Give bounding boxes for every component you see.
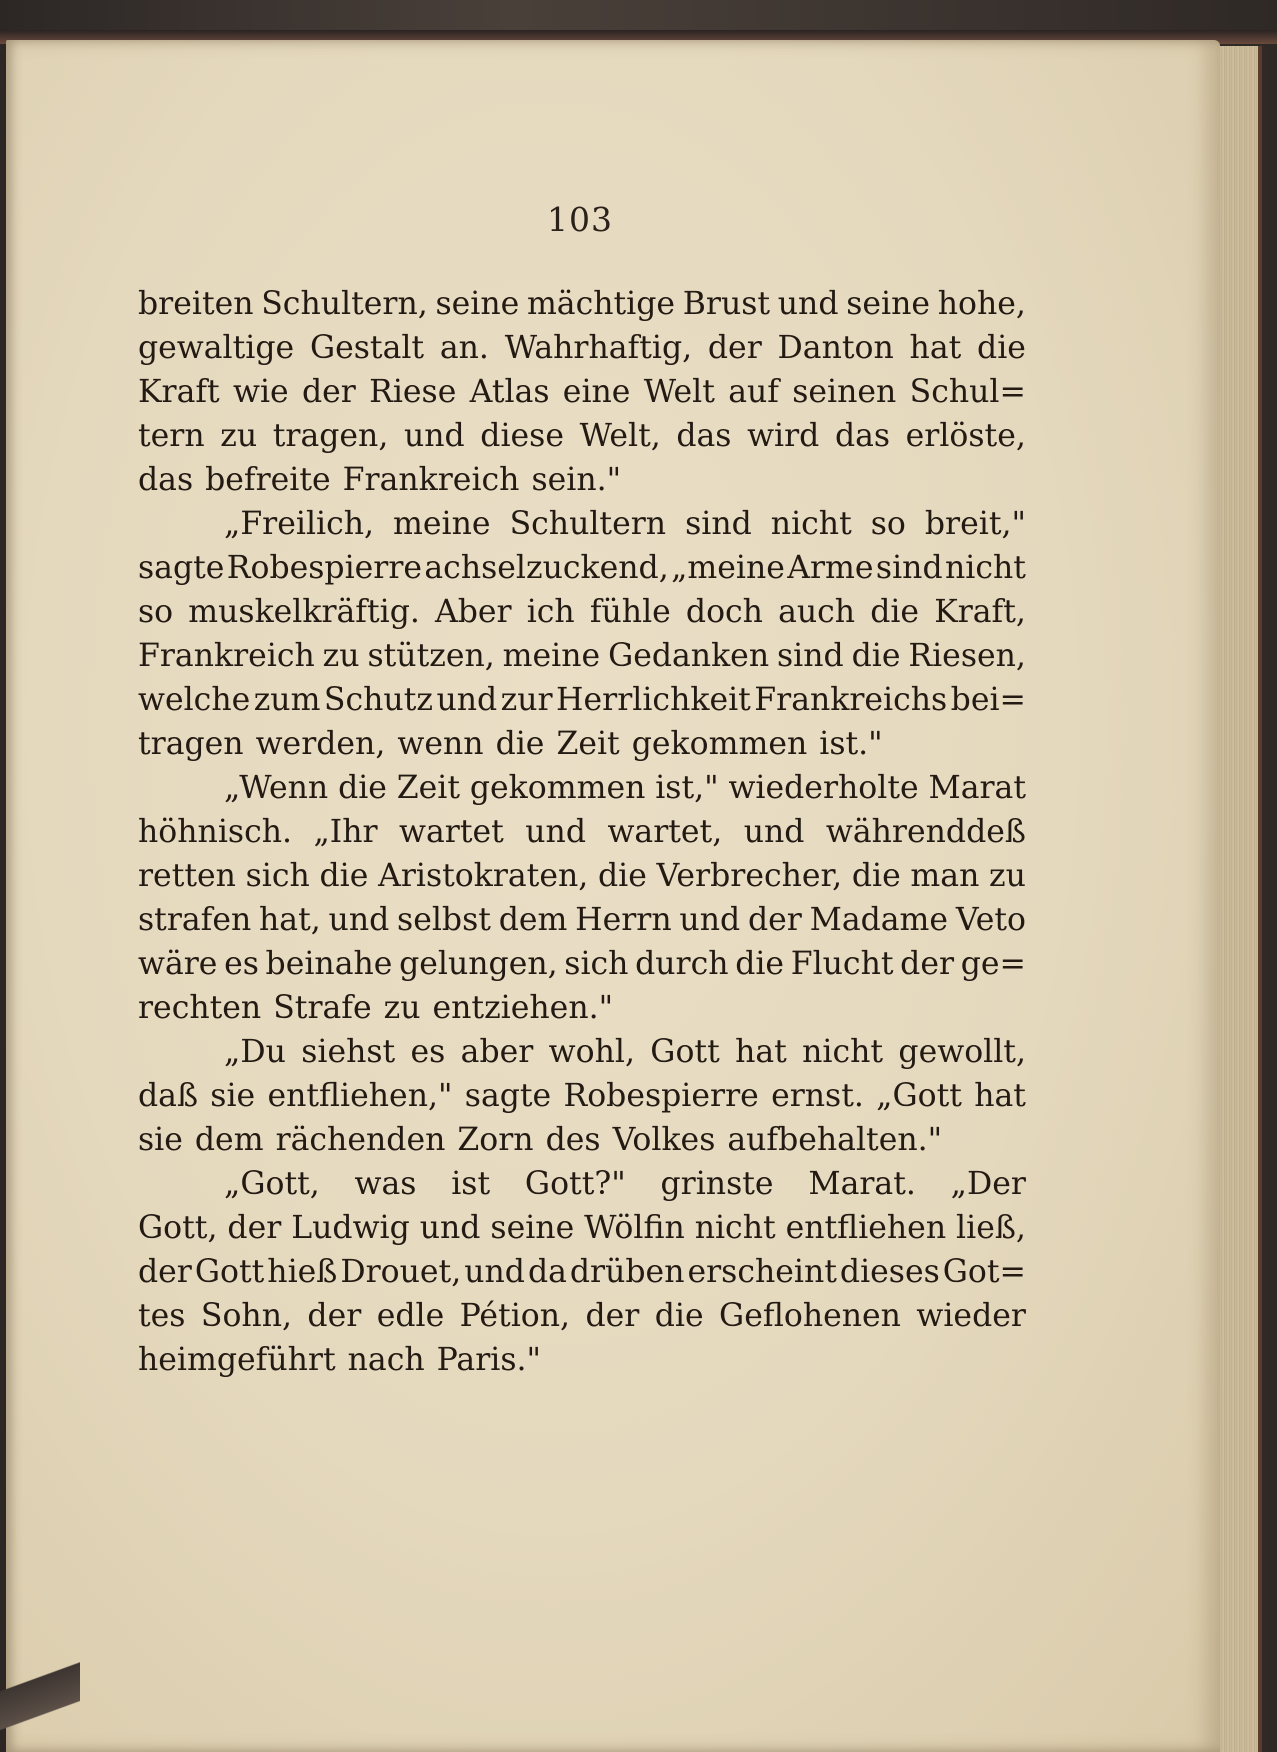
word: ist." bbox=[819, 726, 883, 762]
word: die bbox=[654, 1298, 704, 1334]
word: zur bbox=[500, 682, 553, 718]
word: der bbox=[707, 330, 762, 366]
word: Wölfin bbox=[584, 1210, 685, 1246]
word: gelungen, bbox=[399, 946, 558, 982]
word: ist bbox=[451, 1166, 491, 1202]
word: entfliehen bbox=[785, 1210, 947, 1246]
text-line bbox=[138, 1206, 1026, 1250]
word: Frankreichs bbox=[754, 682, 948, 718]
word: selbst bbox=[397, 902, 491, 938]
word: die bbox=[319, 858, 369, 894]
word: ich bbox=[526, 594, 575, 630]
word: gekommen bbox=[631, 726, 808, 762]
word: rächenden bbox=[275, 1122, 446, 1158]
word: nicht bbox=[770, 506, 852, 542]
text-line bbox=[138, 678, 1026, 722]
text-line bbox=[138, 634, 1026, 678]
word: sind bbox=[685, 506, 752, 542]
word: doch bbox=[685, 594, 763, 630]
word: Schutz bbox=[323, 682, 433, 718]
word: Ludwig bbox=[291, 1210, 410, 1246]
text-line bbox=[138, 986, 1026, 1030]
word: durch bbox=[635, 946, 729, 982]
word: und bbox=[436, 682, 498, 718]
text-line bbox=[138, 414, 1026, 458]
word: Frankreich bbox=[138, 638, 315, 674]
word: so bbox=[870, 506, 906, 542]
word: zu bbox=[383, 990, 421, 1026]
word: edle bbox=[376, 1298, 445, 1334]
word: Brust bbox=[682, 286, 771, 322]
text-line bbox=[138, 282, 1026, 326]
word: an. bbox=[439, 330, 489, 366]
word: befreite bbox=[205, 462, 331, 498]
word: die bbox=[495, 726, 545, 762]
word: sind bbox=[875, 550, 943, 586]
word: wohl, bbox=[548, 1034, 635, 1070]
word: Schul= bbox=[909, 374, 1026, 410]
word: und bbox=[403, 418, 465, 454]
word: wäre bbox=[138, 946, 218, 982]
word: Schultern, bbox=[261, 286, 428, 322]
word: wie bbox=[232, 374, 289, 410]
word: „meine bbox=[671, 550, 785, 586]
text-line bbox=[138, 898, 1026, 942]
text-line bbox=[138, 722, 1026, 766]
word: Welt bbox=[643, 374, 715, 410]
word: Zeit bbox=[396, 770, 461, 806]
word: „Der bbox=[950, 1166, 1026, 1202]
word: Gedanken bbox=[608, 638, 770, 674]
word: der bbox=[227, 1210, 282, 1246]
word: so bbox=[138, 594, 174, 630]
word: Herrlichkeit bbox=[556, 682, 751, 718]
word: es bbox=[224, 946, 259, 982]
word: entziehen." bbox=[432, 990, 614, 1026]
word: die bbox=[977, 330, 1026, 366]
word: Marat. bbox=[808, 1166, 916, 1202]
word: hat, bbox=[259, 902, 321, 938]
word: tern bbox=[138, 418, 205, 454]
word: Kraft bbox=[138, 374, 220, 410]
word: Robespierre bbox=[563, 1078, 759, 1114]
word: der bbox=[747, 902, 802, 938]
word: sind bbox=[777, 638, 844, 674]
word: Frankreich bbox=[342, 462, 520, 498]
page-number: 103 bbox=[547, 200, 613, 239]
word: und bbox=[679, 902, 741, 938]
word: Riese bbox=[369, 374, 457, 410]
word: strafen bbox=[138, 902, 252, 938]
text-line bbox=[138, 1162, 1026, 1206]
word: ist," bbox=[655, 770, 719, 806]
word: da bbox=[527, 1254, 567, 1290]
word: und bbox=[328, 902, 390, 938]
word: rechten bbox=[138, 990, 262, 1026]
word: seine bbox=[846, 286, 931, 322]
word: nicht bbox=[694, 1210, 776, 1246]
word: Gott, bbox=[138, 1210, 218, 1246]
word: nicht bbox=[944, 550, 1026, 586]
word: „Freilich, bbox=[224, 506, 375, 542]
word: drüben bbox=[569, 1254, 685, 1290]
word: Gott bbox=[194, 1254, 265, 1290]
word: wieder bbox=[916, 1298, 1026, 1334]
word: tragen bbox=[138, 726, 244, 762]
word: hat bbox=[974, 1078, 1026, 1114]
word: zu bbox=[220, 418, 258, 454]
word: Zeit bbox=[556, 726, 620, 762]
word: Sohn, bbox=[200, 1298, 293, 1334]
word: man bbox=[910, 858, 980, 894]
word: Geflohenen bbox=[719, 1298, 901, 1334]
word: zu bbox=[989, 858, 1026, 894]
word: Arme bbox=[787, 550, 874, 586]
word: siehst bbox=[301, 1034, 396, 1070]
text-line bbox=[138, 1030, 1026, 1074]
word: Aristokraten, bbox=[378, 858, 589, 894]
word: Madame bbox=[809, 902, 949, 938]
word: eine bbox=[562, 374, 631, 410]
word: dieses bbox=[839, 1254, 940, 1290]
word: muskelkräftig. bbox=[188, 594, 420, 630]
text-line bbox=[138, 502, 1026, 546]
word: und bbox=[525, 814, 586, 850]
word: hieß bbox=[267, 1254, 338, 1290]
word: gewollt, bbox=[898, 1034, 1026, 1070]
word: sich bbox=[245, 858, 310, 894]
word: das bbox=[138, 462, 194, 498]
word: Schultern bbox=[509, 506, 667, 542]
word: und bbox=[743, 814, 805, 850]
word: auf bbox=[728, 374, 779, 410]
word: der bbox=[301, 374, 356, 410]
word: mächtige bbox=[526, 286, 676, 322]
word: wird bbox=[747, 418, 820, 454]
word: sein." bbox=[531, 462, 622, 498]
word: gekommen bbox=[469, 770, 646, 806]
word: welche bbox=[138, 682, 251, 718]
word: meine bbox=[393, 506, 491, 542]
word: währenddeß bbox=[825, 814, 1026, 850]
text-line bbox=[138, 942, 1026, 986]
word: Danton bbox=[777, 330, 894, 366]
word: fühle bbox=[589, 594, 671, 630]
word: zum bbox=[253, 682, 321, 718]
word: breit," bbox=[924, 506, 1026, 542]
text-line bbox=[138, 766, 1026, 810]
word: der bbox=[138, 1254, 192, 1290]
word: bei= bbox=[950, 682, 1026, 718]
word: Marat bbox=[928, 770, 1026, 806]
word: sich bbox=[564, 946, 629, 982]
text-line bbox=[138, 1294, 1026, 1338]
word: erscheint bbox=[687, 1254, 837, 1290]
word: tragen, bbox=[272, 418, 389, 454]
word: was bbox=[354, 1166, 417, 1202]
text-line bbox=[138, 810, 1026, 854]
text-line bbox=[138, 458, 1026, 502]
word: Strafe bbox=[273, 990, 372, 1026]
word: zu bbox=[322, 638, 360, 674]
word: Got= bbox=[942, 1254, 1026, 1290]
word: die bbox=[597, 858, 647, 894]
word: der bbox=[307, 1298, 362, 1334]
word: „Du bbox=[224, 1034, 286, 1070]
word: Gestalt bbox=[309, 330, 425, 366]
word: Wahrhaftig, bbox=[504, 330, 693, 366]
word: und bbox=[464, 1254, 525, 1290]
word: „Wenn bbox=[224, 770, 329, 806]
word: tes bbox=[138, 1298, 186, 1334]
text-line bbox=[138, 370, 1026, 414]
word: stützen, bbox=[367, 638, 495, 674]
word: Verbrecher, bbox=[656, 858, 843, 894]
word: aber bbox=[460, 1034, 534, 1070]
word: es bbox=[410, 1034, 446, 1070]
word: seine bbox=[490, 1210, 575, 1246]
text-line bbox=[138, 326, 1026, 370]
word: Kraft, bbox=[934, 594, 1026, 630]
word: Aber bbox=[434, 594, 512, 630]
word: der bbox=[900, 946, 955, 982]
word: die bbox=[851, 638, 901, 674]
word: wartet, bbox=[607, 814, 723, 850]
word: daß bbox=[138, 1078, 198, 1114]
word: Gott?" bbox=[524, 1166, 626, 1202]
word: Welt, bbox=[579, 418, 661, 454]
word: beinahe bbox=[265, 946, 393, 982]
word: „Gott bbox=[876, 1078, 962, 1114]
text-line bbox=[138, 1250, 1026, 1294]
word: die bbox=[338, 770, 387, 806]
word: dem bbox=[194, 1122, 264, 1158]
word: Gott bbox=[650, 1034, 720, 1070]
word: breiten bbox=[138, 286, 254, 322]
word: „Ihr bbox=[313, 814, 378, 850]
word: ge= bbox=[960, 946, 1026, 982]
word: heimgeführt bbox=[138, 1342, 336, 1378]
word: nicht bbox=[802, 1034, 884, 1070]
word: und bbox=[777, 286, 839, 322]
word: aufbehalten." bbox=[727, 1122, 943, 1158]
word: Atlas bbox=[469, 374, 550, 410]
word: Robespierre bbox=[226, 550, 423, 586]
word: werden, bbox=[255, 726, 386, 762]
word: wenn bbox=[397, 726, 484, 762]
text-line bbox=[138, 1338, 1026, 1382]
word: das bbox=[834, 418, 891, 454]
word: diese bbox=[480, 418, 564, 454]
bookmark-ribbon bbox=[0, 1652, 80, 1752]
word: Paris." bbox=[436, 1342, 541, 1378]
page-fore-edge bbox=[1220, 46, 1262, 1752]
text-line bbox=[138, 854, 1026, 898]
word: sagte bbox=[464, 1078, 552, 1114]
word: seinen bbox=[792, 374, 897, 410]
text-line bbox=[138, 590, 1026, 634]
word: die bbox=[851, 858, 901, 894]
word: gewaltige bbox=[138, 330, 295, 366]
word: Pétion, bbox=[459, 1298, 571, 1334]
text-line bbox=[138, 546, 1026, 590]
word: auch bbox=[778, 594, 856, 630]
word: Zorn bbox=[457, 1122, 534, 1158]
word: entfliehen," bbox=[267, 1078, 453, 1114]
word: der bbox=[585, 1298, 640, 1334]
word: sie bbox=[138, 1122, 183, 1158]
word: hohe, bbox=[937, 286, 1026, 322]
word: Flucht bbox=[790, 946, 894, 982]
word: wiederholte bbox=[728, 770, 919, 806]
text-line bbox=[138, 1074, 1026, 1118]
word: ernst. bbox=[771, 1078, 864, 1114]
word: sagte bbox=[138, 550, 225, 586]
word: Veto bbox=[955, 902, 1026, 938]
word: nach bbox=[347, 1342, 425, 1378]
word: das bbox=[676, 418, 732, 454]
word: wartet bbox=[399, 814, 504, 850]
word: „Gott, bbox=[224, 1166, 320, 1202]
body-text bbox=[138, 282, 1026, 1382]
word: sie bbox=[210, 1078, 256, 1114]
word: Drouet, bbox=[340, 1254, 462, 1290]
word: grinste bbox=[660, 1166, 774, 1202]
word: Volkes bbox=[612, 1122, 716, 1158]
word: dem bbox=[498, 902, 568, 938]
word: erlöste, bbox=[905, 418, 1026, 454]
word: hat bbox=[735, 1034, 787, 1070]
word: höhnisch. bbox=[138, 814, 293, 850]
word: Riesen, bbox=[908, 638, 1026, 674]
word: retten bbox=[138, 858, 236, 894]
word: ließ, bbox=[956, 1210, 1026, 1246]
word: meine bbox=[502, 638, 601, 674]
word: und bbox=[419, 1210, 481, 1246]
word: Herrn bbox=[575, 902, 672, 938]
word: hat bbox=[909, 330, 962, 366]
word: des bbox=[545, 1122, 601, 1158]
word: die bbox=[870, 594, 920, 630]
word: die bbox=[735, 946, 785, 982]
word: seine bbox=[435, 286, 520, 322]
text-line bbox=[138, 1118, 1026, 1162]
word: achselzuckend, bbox=[424, 550, 669, 586]
